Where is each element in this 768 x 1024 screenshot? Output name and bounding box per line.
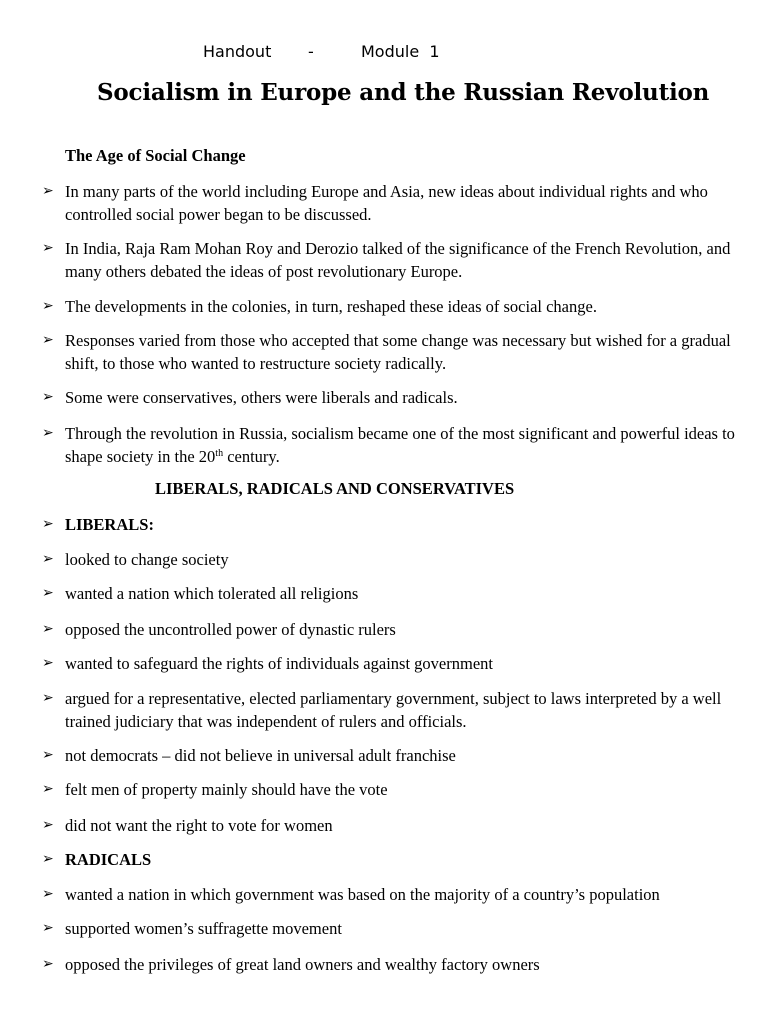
list-item-text: looked to change society xyxy=(65,550,229,569)
list-item-text: supported women’s suffragette movement xyxy=(65,919,342,938)
list-item xyxy=(42,422,762,468)
list-item-text: wanted a nation which tolerated all religions xyxy=(65,584,359,603)
list-item xyxy=(42,917,762,940)
list-item-text: In India, Raja Ram Mohan Roy and Derozio talked of the significance of the French Revolution, and many others debated the ideas of post revolutionary Europe. xyxy=(65,239,731,281)
arrowhead-bullet-icon: ➢ xyxy=(42,920,54,936)
arrowhead-bullet-icon: ➢ xyxy=(42,183,54,199)
list-item-text: not democrats – did not believe in universal adult franchise xyxy=(65,746,456,765)
list-item-text-main: Through the revolution in Russia, socialism became one of the most significant and powerful ideas to shape society in the 20 xyxy=(65,424,735,466)
arrowhead-bullet-icon: ➢ xyxy=(42,886,54,902)
list-item-text: opposed the uncontrolled power of dynastic rulers xyxy=(65,620,396,639)
header-dash: - xyxy=(308,42,314,61)
list-item xyxy=(42,652,762,675)
list-item xyxy=(42,180,762,226)
list-item-text: argued for a representative, elected parliamentary government, subject to laws interpreted by a well trained judiciary that was independent of rulers and officials. xyxy=(65,689,722,731)
list-item xyxy=(42,814,762,837)
list-item xyxy=(42,582,762,605)
list-item-text: Responses varied from those who accepted that some change was necessary but wished for a gradual shift, to those who wanted to restructure society radically. xyxy=(65,331,731,373)
arrowhead-bullet-icon: ➢ xyxy=(42,747,54,763)
list-item xyxy=(42,687,762,733)
section-heading-liberals-radicals-conservatives: LIBERALS, RADICALS AND CONSERVATIVES xyxy=(155,479,515,498)
list-item-text: wanted to safeguard the rights of individuals against government xyxy=(65,654,493,673)
list-item-text: wanted a nation in which government was based on the majority of a country’s population xyxy=(65,885,660,904)
handout-label: Handout xyxy=(203,42,272,61)
arrowhead-bullet-icon: ➢ xyxy=(42,817,54,833)
list-item xyxy=(42,744,762,767)
list-item-text xyxy=(65,422,762,468)
list-item-liberals-heading xyxy=(42,513,762,536)
list-item xyxy=(42,548,762,571)
module-label: Module 1 xyxy=(361,42,440,61)
list-item-text: felt men of property mainly should have the vote xyxy=(65,780,388,799)
arrowhead-bullet-icon: ➢ xyxy=(42,851,54,867)
liberals-heading: LIBERALS: xyxy=(65,515,154,534)
arrowhead-bullet-icon: ➢ xyxy=(42,690,54,706)
arrowhead-bullet-icon: ➢ xyxy=(42,516,54,532)
section-heading-age-of-social-change: The Age of Social Change xyxy=(65,146,246,165)
page-title: Socialism in Europe and the Russian Revolution xyxy=(97,79,710,106)
arrowhead-bullet-icon: ➢ xyxy=(42,956,54,972)
list-item-text: The developments in the colonies, in turn, reshaped these ideas of social change. xyxy=(65,297,597,316)
arrowhead-bullet-icon: ➢ xyxy=(42,551,54,567)
list-item xyxy=(42,883,762,906)
list-item xyxy=(42,618,762,641)
list-item xyxy=(42,953,762,976)
radicals-heading: RADICALS xyxy=(65,850,152,869)
list-item-text: In many parts of the world including Europe and Asia, new ideas about individual rights and who controlled social power began to be discussed. xyxy=(65,182,708,224)
list-item xyxy=(42,386,762,409)
arrowhead-bullet-icon: ➢ xyxy=(42,298,54,314)
arrowhead-bullet-icon: ➢ xyxy=(42,425,54,441)
arrowhead-bullet-icon: ➢ xyxy=(42,585,54,601)
list-item xyxy=(42,237,762,283)
list-item-radicals-heading xyxy=(42,848,762,871)
arrowhead-bullet-icon: ➢ xyxy=(42,332,54,348)
list-item xyxy=(42,329,762,375)
arrowhead-bullet-icon: ➢ xyxy=(42,781,54,797)
list-item-text: Some were conservatives, others were liberals and radicals. xyxy=(65,388,458,407)
list-item-text: did not want the right to vote for women xyxy=(65,816,333,835)
arrowhead-bullet-icon: ➢ xyxy=(42,621,54,637)
arrowhead-bullet-icon: ➢ xyxy=(42,655,54,671)
list-item xyxy=(42,295,762,318)
list-item xyxy=(42,778,762,801)
arrowhead-bullet-icon: ➢ xyxy=(42,389,54,405)
list-item-text: opposed the privileges of great land owners and wealthy factory owners xyxy=(65,955,540,974)
ordinal-superscript: th xyxy=(215,448,224,459)
list-item-text-end: century. xyxy=(223,447,280,466)
arrowhead-bullet-icon: ➢ xyxy=(42,240,54,256)
